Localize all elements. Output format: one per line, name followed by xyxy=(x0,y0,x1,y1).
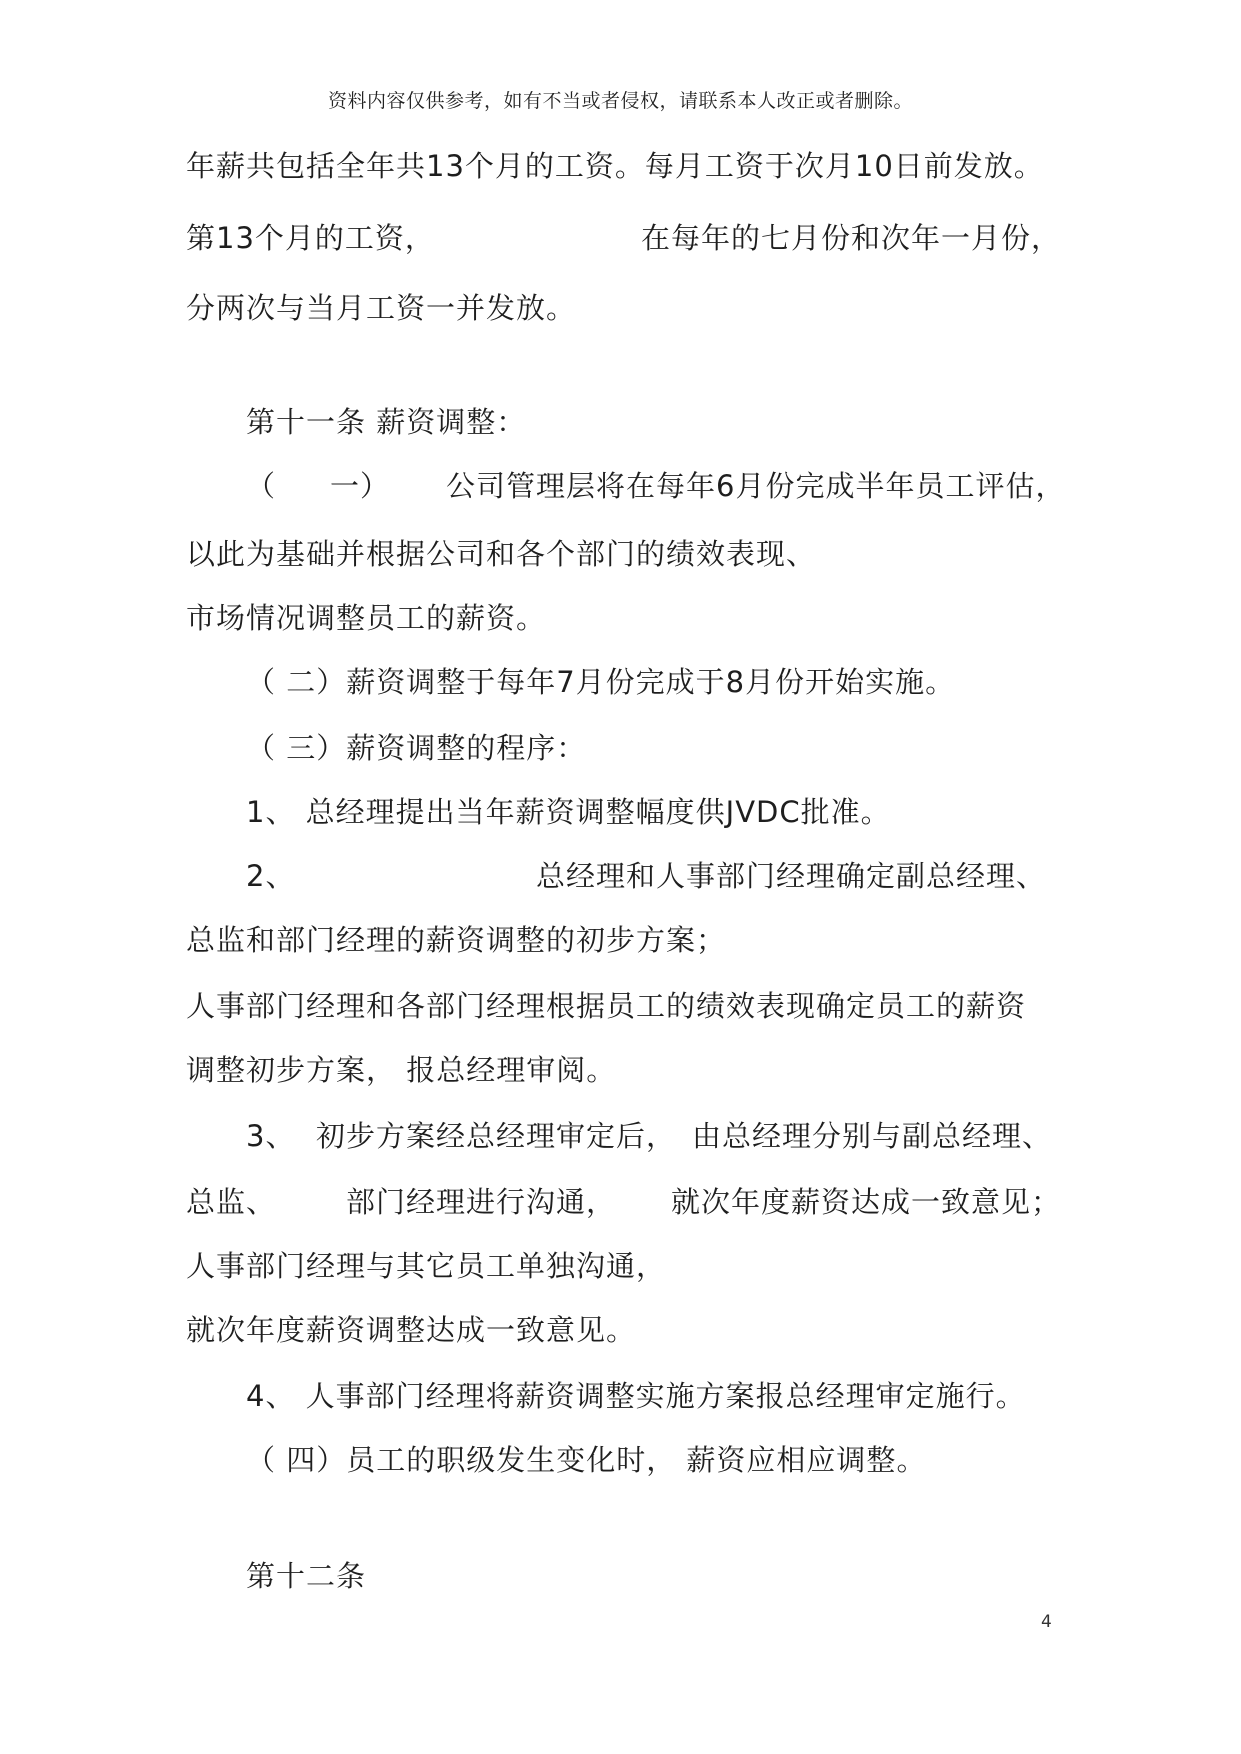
article-title: 第十一条 薪资调整： xyxy=(246,405,527,439)
text-segment: 第13个月的工资， xyxy=(186,221,435,255)
paragraph-line: 就次年度薪资调整达成一致意见。 xyxy=(186,1313,637,1347)
text-segment: 公司管理层将在每年6月份完成半年员工评估， xyxy=(446,469,1066,503)
paragraph-line: （ 三）薪资调整的程序： xyxy=(246,731,587,765)
paragraph-line: （ 二）薪资调整于每年7月份完成于8月份开始实施。 xyxy=(246,665,956,699)
page-number: 4 xyxy=(1041,1612,1052,1632)
paragraph-line: 调整初步方案， 报总经理审阅。 xyxy=(186,1053,617,1087)
page-header-disclaimer: 资料内容仅供参考，如有不当或者侵权，请联系本人改正或者删除。 xyxy=(327,90,913,112)
text-segment: 总经理和人事部门经理确定副总经理、 xyxy=(536,859,1047,893)
paragraph-line xyxy=(246,466,1066,506)
paragraph-line: 以此为基础并根据公司和各个部门的绩效表现、 xyxy=(186,537,817,571)
list-item: 4、 人事部门经理将薪资调整实施方案报总经理审定施行。 xyxy=(246,1379,1026,1413)
text-segment: （ xyxy=(246,469,277,503)
paragraph-line: 分两次与当月工资一并发放。 xyxy=(186,291,577,325)
list-item xyxy=(246,856,1066,896)
text-segment: 总监、 xyxy=(186,1185,277,1219)
paragraph-line: 市场情况调整员工的薪资。 xyxy=(186,601,547,635)
paragraph-line: 年薪共包括全年共13个月的工资。每月工资于次月10日前发放。 xyxy=(186,149,1044,183)
paragraph-line: 人事部门经理与其它员工单独沟通， xyxy=(186,1249,667,1283)
text-segment: 在每年的七月份和次年一月份， xyxy=(641,221,1062,255)
text-segment: 就次年度薪资达成一致意见； xyxy=(671,1185,1062,1219)
paragraph-line xyxy=(186,218,1066,258)
text-segment: 一） xyxy=(330,469,391,503)
text-segment: 初步方案经总经理审定后， xyxy=(316,1119,677,1153)
text-segment: 由总经理分别与副总经理、 xyxy=(692,1119,1053,1153)
text-segment: 3、 xyxy=(246,1119,296,1153)
paragraph-line xyxy=(186,1182,1066,1222)
paragraph-line: （ 四）员工的职级发生变化时， 薪资应相应调整。 xyxy=(246,1443,927,1477)
text-segment: 2、 xyxy=(246,859,296,893)
text-segment: 部门经理进行沟通， xyxy=(346,1185,617,1219)
paragraph-line: 人事部门经理和各部门经理根据员工的绩效表现确定员工的薪资 xyxy=(186,989,1027,1023)
article-title: 第十二条 xyxy=(246,1559,367,1593)
list-item xyxy=(246,1116,1066,1156)
list-item: 1、 总经理提出当年薪资调整幅度供JVDC批准。 xyxy=(246,795,891,829)
paragraph-line: 总监和部门经理的薪资调整的初步方案； xyxy=(186,923,727,957)
